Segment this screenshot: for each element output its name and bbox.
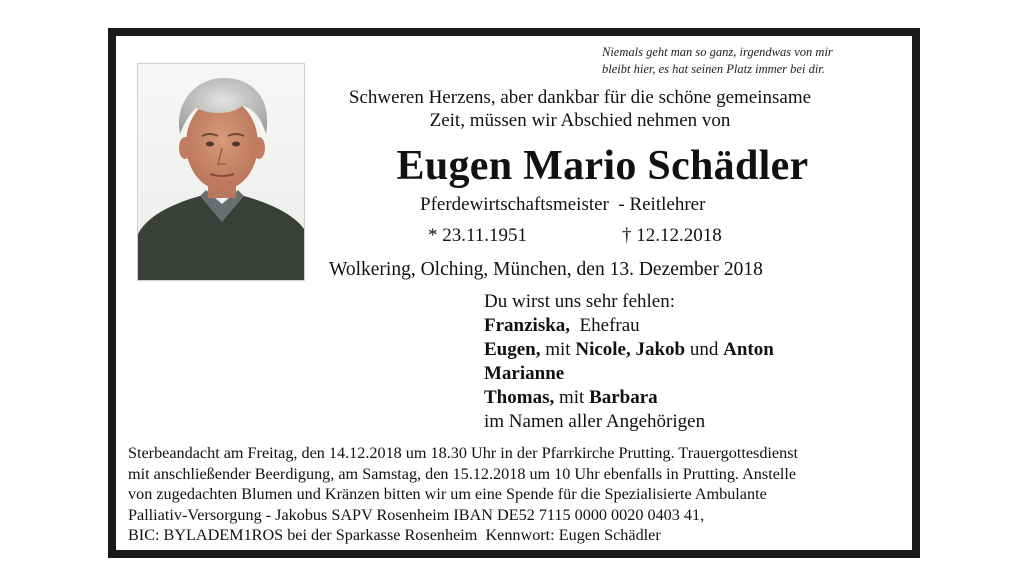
mourner-row — [484, 338, 774, 362]
deceased-name: Eugen Mario Schädler — [396, 143, 809, 189]
notice-line: mit anschließender Beerdigung, am Samstag, den 15.12.2018 um 10 Uhr ebenfalls in Prutting. Anstelle — [128, 464, 797, 483]
notice-line: BIC: BYLADEM1ROS bei der Sparkasse Rosenheim Kennwort: Eugen Schädler — [128, 526, 661, 544]
mourners-closing: im Namen aller Angehörigen — [484, 411, 706, 432]
mourners-heading: Du wirst uns sehr fehlen: — [484, 291, 676, 312]
quote-line: Niemals geht man so ganz, irgendwas von mir — [602, 45, 833, 59]
mourner-name: Barbara — [589, 387, 658, 408]
mourner-name: Marianne — [484, 363, 565, 384]
mourner-name: Nicole, Jakob — [575, 339, 686, 360]
mourner-row — [484, 386, 774, 410]
death-date: † 12.12.2018 — [622, 225, 722, 246]
mourner-row — [484, 362, 774, 386]
mourner-row — [484, 314, 774, 338]
notice-line: Palliativ-Versorgung - Jakobus SAPV Rosenheim IBAN DE52 7115 0000 0020 0403 41, — [128, 505, 705, 524]
mourner-connector: und — [685, 339, 724, 360]
quote-line: bleibt hier, es hat seinen Platz immer bei dir. — [602, 62, 825, 76]
place-and-date: Wolkering, Olching, München, den 13. Dezember 2018 — [329, 259, 763, 280]
mourner-name: Franziska, — [484, 315, 571, 336]
intro-text — [300, 86, 860, 132]
notice-line: von zugedachten Blumen und Kränzen bitten wir um eine Spende für die Spezialisierte Ambulante — [128, 485, 767, 503]
mourner-name: Thomas, — [484, 387, 555, 408]
memorial-quote — [602, 44, 902, 78]
mourner-name: Eugen, — [484, 339, 541, 360]
intro-line: Zeit, müssen wir Abschied nehmen von — [429, 110, 731, 131]
mourner-connector: mit — [540, 339, 576, 360]
portrait-photo — [137, 63, 305, 281]
mourner-connector: mit — [554, 387, 590, 408]
intro-line: Schweren Herzens, aber dankbar für die schöne gemeinsame — [348, 87, 812, 108]
service-notice — [128, 443, 908, 546]
mourner-name: Anton — [723, 339, 774, 360]
deceased-profession: Pferdewirtschaftsmeister - Reitlehrer — [420, 194, 706, 215]
mourners-list — [484, 290, 774, 434]
mourner-relation: Ehefrau — [570, 315, 640, 336]
notice-line: Sterbeandacht am Freitag, den 14.12.2018 um 18.30 Uhr in der Pfarrkirche Prutting. Trauergottesdienst — [128, 444, 799, 462]
birth-date: * 23.11.1951 — [428, 225, 528, 246]
